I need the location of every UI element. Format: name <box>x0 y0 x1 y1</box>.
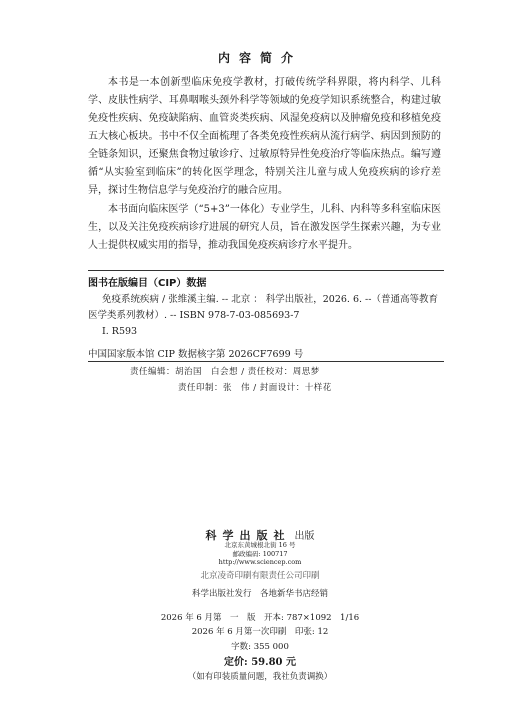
intro-section <box>88 74 441 256</box>
publisher-postcode: 邮政编码: 100717 <box>232 550 288 558</box>
intro-paragraph-2: 本书面向临床医学（“5+3”一体化）专业学生，儿科、内科等多科室临床医生，以及关注免疫疾病诊疗进展的研究人员，旨在激发医学生探索兴趣，为专业人士提供权威实用的指导，推动我国免疫疾病诊疗水平提升。 <box>88 204 441 251</box>
production-credits: 责任印制：张 伟 / 封面设计：十样花 <box>178 383 332 393</box>
cip-classification: Ⅰ. R593 <box>102 326 138 337</box>
publisher-address: 北京东黄城根北街 16 号 <box>224 541 296 549</box>
intro-paragraph-1: 本书是一本创新型临床免疫学教材，打破传统学科界限，将内科学、儿科学、皮肤性病学、耳鼻咽喉头颈外科学等领域的免疫学知识系统整合，构建过敏免疫性疾病、免疫缺陷病、血管炎类疾病、风湿免疫病以及肿瘤免疫和移植免疫五大核心板块。书中不仅全面梳理了各类免疫性疾病从流行病学、病因到预防的全链条知识，还聚焦食物过敏诊疗、过敏原特异性免疫治疗等临床热点。编写遵循“从实验室到临床”的转化医学理念，特别关注儿童与成人免疫疾病的诊疗差异，探讨生物信息学与免疫治疗的融合应用。 <box>88 77 441 196</box>
cip-record-block <box>88 292 444 340</box>
editor-credits: 责任编辑：胡治国 白会想 / 责任校对：周思梦 <box>130 367 320 377</box>
quality-notice: （如有印装质量问题，我社负责调换） <box>187 672 333 682</box>
printer-line: 北京凌奇印刷有限责任公司印刷 <box>200 571 320 581</box>
publisher-url: http://www.sciencep.com <box>218 558 302 566</box>
cip-top-rule <box>88 270 444 271</box>
edition-line: 2026 年 6 月第 一 版 开本: 787×1092 1/16 <box>160 613 360 623</box>
page-title: 内容简介 <box>217 51 302 65</box>
cip-bottom-rule <box>88 361 444 362</box>
word-count: 字数: 355 000 <box>231 642 289 652</box>
publisher-name: 科学出版社 <box>205 529 291 542</box>
cip-heading: 图书在版编目（CIP）数据 <box>88 278 207 289</box>
cip-record: 免疫系统疾病 / 张维溪主编. -- 北京 ： 科学出版社，2026. 6. --（普通高等教育医学类系列教材）. -- ISBN 978-7-03-085693-7 <box>88 294 438 321</box>
cip-verification: 中国国家版本馆 CIP 数据核字第 2026CF7699 号 <box>88 349 304 360</box>
print-line: 2026 年 6 月第一次印刷 印张: 12 <box>191 627 329 637</box>
price: 定价: 59.80 元 <box>224 657 296 668</box>
distribution-line: 科学出版社发行 各地新华书店经销 <box>191 589 328 599</box>
publisher-suffix: 出版 <box>294 531 315 542</box>
